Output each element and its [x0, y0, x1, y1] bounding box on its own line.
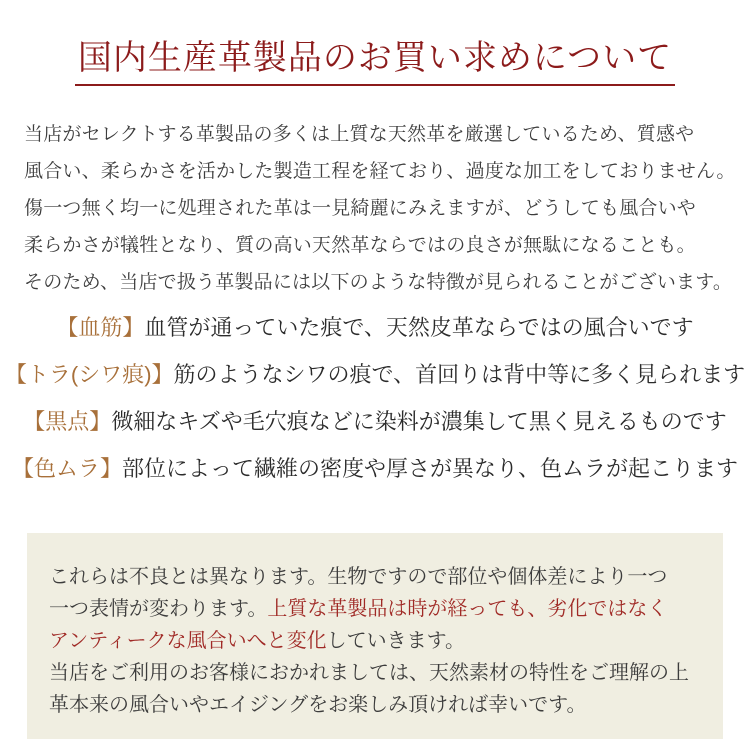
- intro-line: 柔らかさが犠牲となり、質の高い天然革ならではの良さが無駄になることも。: [24, 235, 696, 256]
- feature-term: 【黒点】: [23, 409, 112, 434]
- intro-line: そのため、当店で扱う革製品には以下のような特徴が見られることがございます。: [24, 272, 733, 293]
- intro-line: 当店がセレクトする革製品の多くは上質な天然革を厳選しているため、質感や: [24, 124, 695, 145]
- note-line: [49, 625, 701, 657]
- note-text: 革本来の風合いやエイジングをお楽しみ頂ければ幸いです。: [49, 694, 587, 716]
- feature-term: 【血筋】: [56, 315, 145, 340]
- leather-feature-list: [0, 313, 750, 484]
- note-text: 一つ表情が変わります。: [49, 598, 268, 620]
- note-line: [49, 657, 701, 689]
- page-title-text: 国内生産革製品のお買い求めについて: [75, 30, 675, 86]
- feature-description: 筋のようなシワの痕で、首回りは背中等に多く見られます: [173, 362, 746, 387]
- feature-line: [0, 313, 750, 343]
- intro-line: 風合い、柔らかさを活かした製造工程を経ており、過度な加工をしておりません。: [24, 161, 736, 182]
- note-text: 当店をご利用のお客様におかれましては、天然素材の特性をご理解の上: [49, 662, 689, 684]
- feature-line: [0, 454, 750, 484]
- feature-description: 血管が通っていた痕で、天然皮革ならではの風合いです: [144, 315, 694, 340]
- note-accent-text: アンティークな風合いへと変化: [49, 630, 327, 652]
- feature-term: 【トラ(シワ痕)】: [4, 362, 174, 387]
- feature-description: 微細なキズや毛穴痕などに染料が濃集して黒く見えるものです: [111, 409, 727, 434]
- feature-description: 部位によって繊維の密度や厚さが異なり、色ムラが起こります: [122, 456, 739, 481]
- intro-paragraph: [24, 116, 736, 301]
- intro-line: 傷一つ無く均一に処理された革は一見綺麗にみえますが、どうしても風合いや: [24, 198, 697, 219]
- feature-line: [0, 360, 750, 390]
- page-title: [0, 30, 750, 86]
- feature-term: 【色ムラ】: [11, 456, 122, 481]
- note-text: していきます。: [326, 630, 466, 652]
- note-text: これらは不良とは異なります。生物ですので部位や個体差により一つ: [49, 566, 668, 588]
- note-line: [49, 689, 701, 721]
- note-line: [49, 593, 701, 625]
- note-line: [49, 561, 701, 593]
- note-accent-text: 上質な革製品は時が経っても、劣化ではなく: [267, 598, 668, 620]
- note-box: [27, 533, 723, 739]
- feature-line: [0, 407, 750, 437]
